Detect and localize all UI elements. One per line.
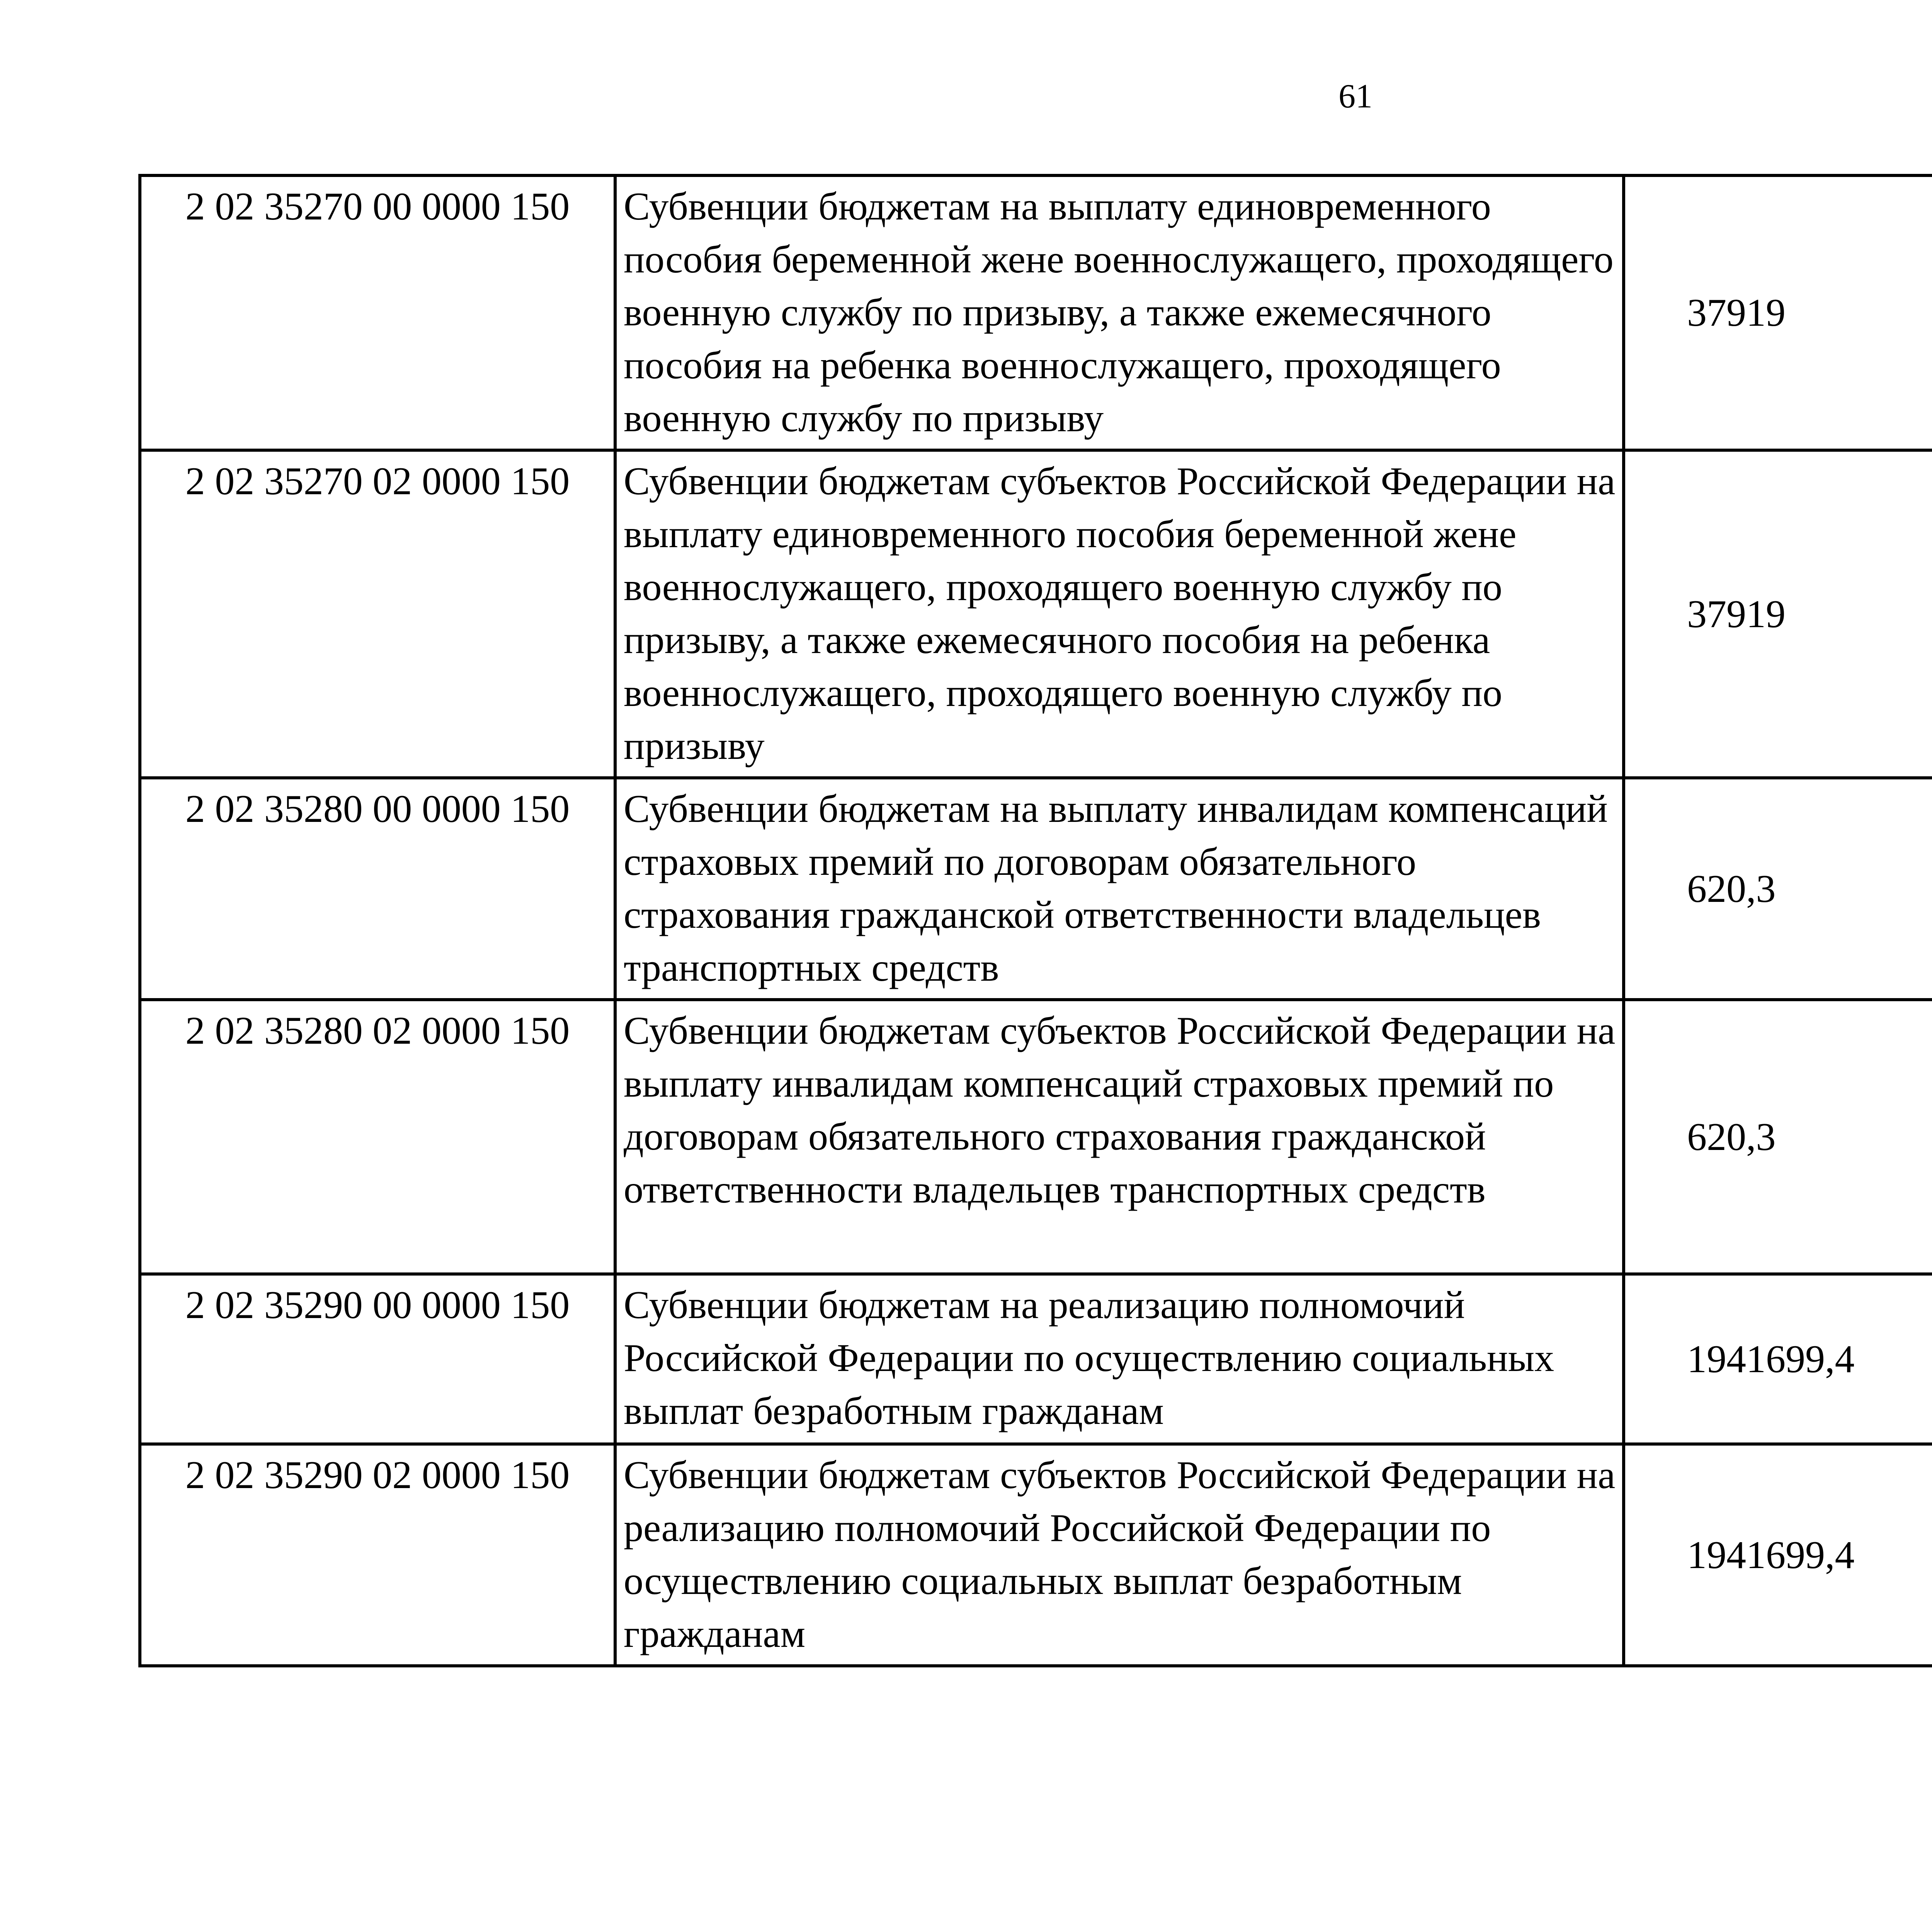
description-cell: Субвенции бюджетам на выплату единовременного пособия беременной жене военнослужащего, проходящего военную службу по призыву, а также ежемесячного пособия на ребенка военнослужащего, проходящего военную службу по призыву (615, 175, 1624, 450)
table-row (140, 1444, 1932, 1666)
budget-code-cell: 2 02 35270 00 0000 150 (140, 175, 615, 450)
value-cell-year-1: 1941699,4 (1624, 1444, 1932, 1666)
budget-code-cell: 2 02 35290 00 0000 150 (140, 1274, 615, 1444)
description-cell: Субвенции бюджетам на выплату инвалидам компенсаций страховых премий по договорам обязательного страхования гражданской ответственности владельцев транспортных средств (615, 778, 1624, 1000)
description-cell: Субвенции бюджетам субъектов Российской Федерации на выплату единовременного пособия беременной жене военнослужащего, проходящего военную службу по призыву, а также ежемесячного пособия на ребенка военнослужащего, проходящего военную службу по призыву (615, 450, 1624, 778)
table-row (140, 450, 1932, 778)
budget-code-cell: 2 02 35270 02 0000 150 (140, 450, 615, 778)
description-cell: Субвенции бюджетам субъектов Российской Федерации на реализацию полномочий Российской Федерации по осуществлению социальных выплат безработным гражданам (615, 1444, 1624, 1666)
value-cell-year-1: 1941699,4 (1624, 1274, 1932, 1444)
description-cell: Субвенции бюджетам на реализацию полномочий Российской Федерации по осуществлению социальных выплат безработным гражданам (615, 1274, 1624, 1444)
budget-code-cell: 2 02 35280 02 0000 150 (140, 1000, 615, 1274)
table-row (140, 175, 1932, 450)
description-cell: Субвенции бюджетам субъектов Российской Федерации на выплату инвалидам компенсаций страховых премий по договорам обязательного страхования гражданской ответственности владельцев транспортных средств (615, 1000, 1624, 1274)
table-row (140, 778, 1932, 1000)
table-row (140, 1000, 1932, 1274)
page-number: 61 (1338, 78, 1372, 115)
value-cell-year-1: 37919 (1624, 450, 1932, 778)
table-row (140, 1274, 1932, 1444)
value-cell-year-1: 37919 (1624, 175, 1932, 450)
budget-table (138, 174, 1932, 1667)
value-cell-year-1: 620,3 (1624, 1000, 1932, 1274)
value-cell-year-1: 620,3 (1624, 778, 1932, 1000)
budget-code-cell: 2 02 35290 02 0000 150 (140, 1444, 615, 1666)
budget-code-cell: 2 02 35280 00 0000 150 (140, 778, 615, 1000)
